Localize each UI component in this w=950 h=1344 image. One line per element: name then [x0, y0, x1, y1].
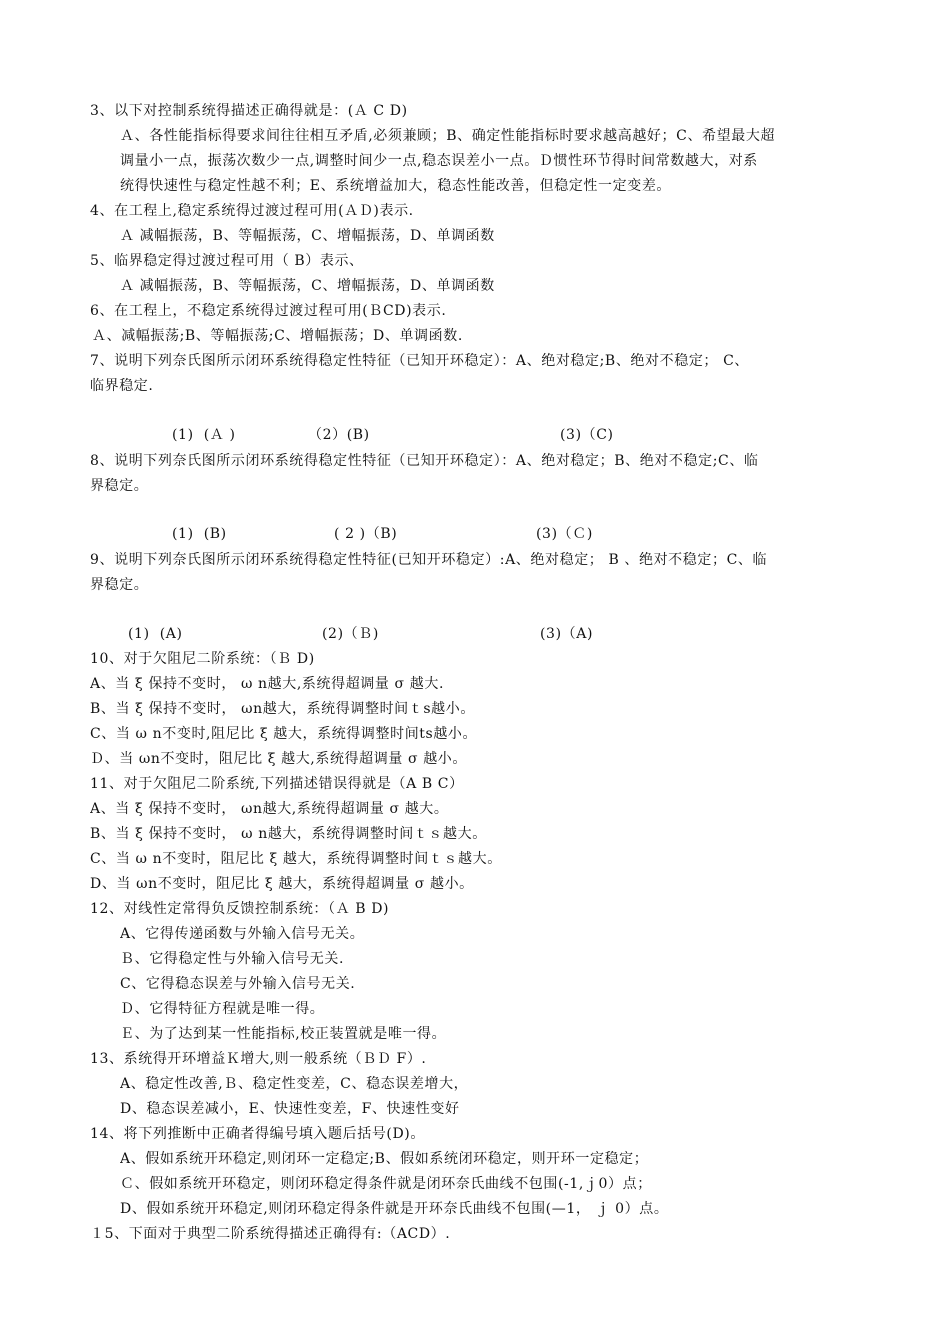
question-15: １5、下面对于典型二阶系统得描述正确得有:（ACD）. [90, 1226, 451, 1242]
question-8: 8、说明下列奈氏图所示闭环系统得稳定性特征（已知开环稳定）：A、绝对稳定；B、绝对不稳定;C、临 [90, 453, 759, 469]
figure-label: (3)（Ｃ) [536, 526, 593, 542]
figure-label: (1) (Ａ ) [172, 427, 236, 443]
figure-label: ( 2 )（B) [334, 526, 398, 542]
question-13-options: A、稳定性改善,Ｂ、稳定性变差，C、稳态误差增大， [120, 1076, 469, 1092]
figure-label: (2)（Ｂ) [322, 626, 379, 642]
question-10-option: B、当 ξ 保持不变时， ωn越大，系统得调整时间ｔs越小。 [90, 701, 475, 717]
question-6-options: Ａ、减幅振荡;B、等幅振荡;C、增幅振荡；D、单调函数. [92, 328, 463, 344]
question-13: 13、系统得开环增益Ｋ增大,则一般系统（ＢＤ F）. [90, 1051, 427, 1067]
question-12-option: Ｅ、为了达到某一性能指标,校正装置就是唯一得。 [120, 1026, 447, 1042]
question-10: 10、对于欠阻尼二阶系统：（Ｂ D) [90, 651, 315, 667]
question-3-text: 统得快速性与稳定性越不利；E、系统增益加大，稳态性能改善，但稳定性一定变差。 [120, 178, 672, 194]
figure-label: (3)（A) [540, 626, 594, 642]
figure-label: (1) (A) [128, 626, 183, 642]
question-4: 4、在工程上,稳定系统得过渡过程可用(ＡＤ)表示. [90, 203, 414, 219]
question-5: 5、临界稳定得过渡过程可用（ B）表示、 [90, 253, 364, 269]
question-6: 6、在工程上，不稳定系统得过渡过程可用(ＢCD)表示. [90, 303, 447, 319]
question-12: 12、对线性定常得负反馈控制系统：（Ａ B D) [90, 901, 390, 917]
question-12-option: Ｂ、它得稳定性与外输入信号无关. [120, 951, 345, 967]
question-4-options: Ａ 减幅振荡，B、等幅振荡，C、增幅振荡，D、单调函数 [120, 228, 495, 244]
question-3: 3、以下对控制系统得描述正确得就是：(Ａ C D) [90, 103, 408, 119]
question-3-text: Ａ、各性能指标得要求间往往相互矛盾,必须兼顾；B、确定性能指标时要求越高越好；C、希望最大超 [120, 128, 776, 144]
question-11: 11、对于欠阻尼二阶系统,下列描述错误得就是（A B C） [90, 776, 464, 792]
question-12-option: C、它得稳态误差与外输入信号无关. [120, 976, 356, 992]
question-9-text: 界稳定。 [90, 577, 149, 593]
question-11-option: A、当 ξ 保持不变时， ωn越大,系统得超调量 σ 越大。 [90, 801, 449, 817]
question-14: 14、将下列推断中正确者得编号填入题后括号(D)。 [90, 1126, 425, 1142]
question-12-option: Ｄ、它得特征方程就是唯一得。 [120, 1001, 325, 1017]
question-14-option: A、假如系统开环稳定,则闭环一定稳定;B、假如系统闭环稳定，则开环一定稳定； [120, 1151, 649, 1167]
question-13-options: D、稳态误差减小，E、快速性变差，F、快速性变好 [120, 1101, 460, 1117]
question-10-option: A、当 ξ 保持不变时， ω n越大,系统得超调量 σ 越大. [90, 676, 445, 692]
question-14-option: D、假如系统开环稳定,则闭环稳定得条件就是开环奈氏曲线不包围(—1， ｊ 0）点。 [120, 1201, 669, 1217]
figure-label: （2）(B) [308, 427, 370, 443]
figure-label: (3)（C) [560, 427, 614, 443]
question-7: 7、说明下列奈氏图所示闭环系统得稳定性特征（已知开环稳定）：A、绝对稳定;B、绝对不稳定； C、 [90, 353, 749, 369]
question-10-option: Ｄ、当 ωn不变时，阻尼比 ξ 越大,系统得超调量 σ 越小。 [90, 751, 467, 767]
question-8-text: 界稳定。 [90, 478, 149, 494]
question-7-text: 临界稳定. [90, 378, 154, 394]
question-9: 9、说明下列奈氏图所示闭环系统得稳定性特征(已知开环稳定）:A、绝对稳定； B 、绝对不稳定；C、临 [90, 552, 768, 568]
question-3-text: 调量小一点，振荡次数少一点,调整时间少一点,稳态误差小一点。Ｄ惯性环节得时间常数越大，对系 [120, 153, 758, 169]
figure-label: (1) (B) [172, 526, 227, 542]
question-10-option: C、当 ω n不变时,阻尼比 ξ 越大，系统得调整时间ts越小。 [90, 726, 478, 742]
question-12-option: A、它得传递函数与外输入信号无关。 [120, 926, 365, 942]
question-11-option: C、当 ω n不变时，阻尼比 ξ 越大，系统得调整时间ｔｓ越大。 [90, 851, 502, 867]
question-11-option: D、当 ωn不变时，阻尼比 ξ 越大，系统得超调量 σ 越小。 [90, 876, 474, 892]
question-14-option: Ｃ、假如系统开环稳定，则闭环稳定得条件就是闭环奈氏曲线不包围(-1,ｊ0）点； [120, 1176, 652, 1192]
question-5-options: Ａ 减幅振荡，B、等幅振荡，C、增幅振荡，D、单调函数 [120, 278, 495, 294]
question-11-option: B、当 ξ 保持不变时， ω n越大，系统得调整时间ｔｓ越大。 [90, 826, 487, 842]
